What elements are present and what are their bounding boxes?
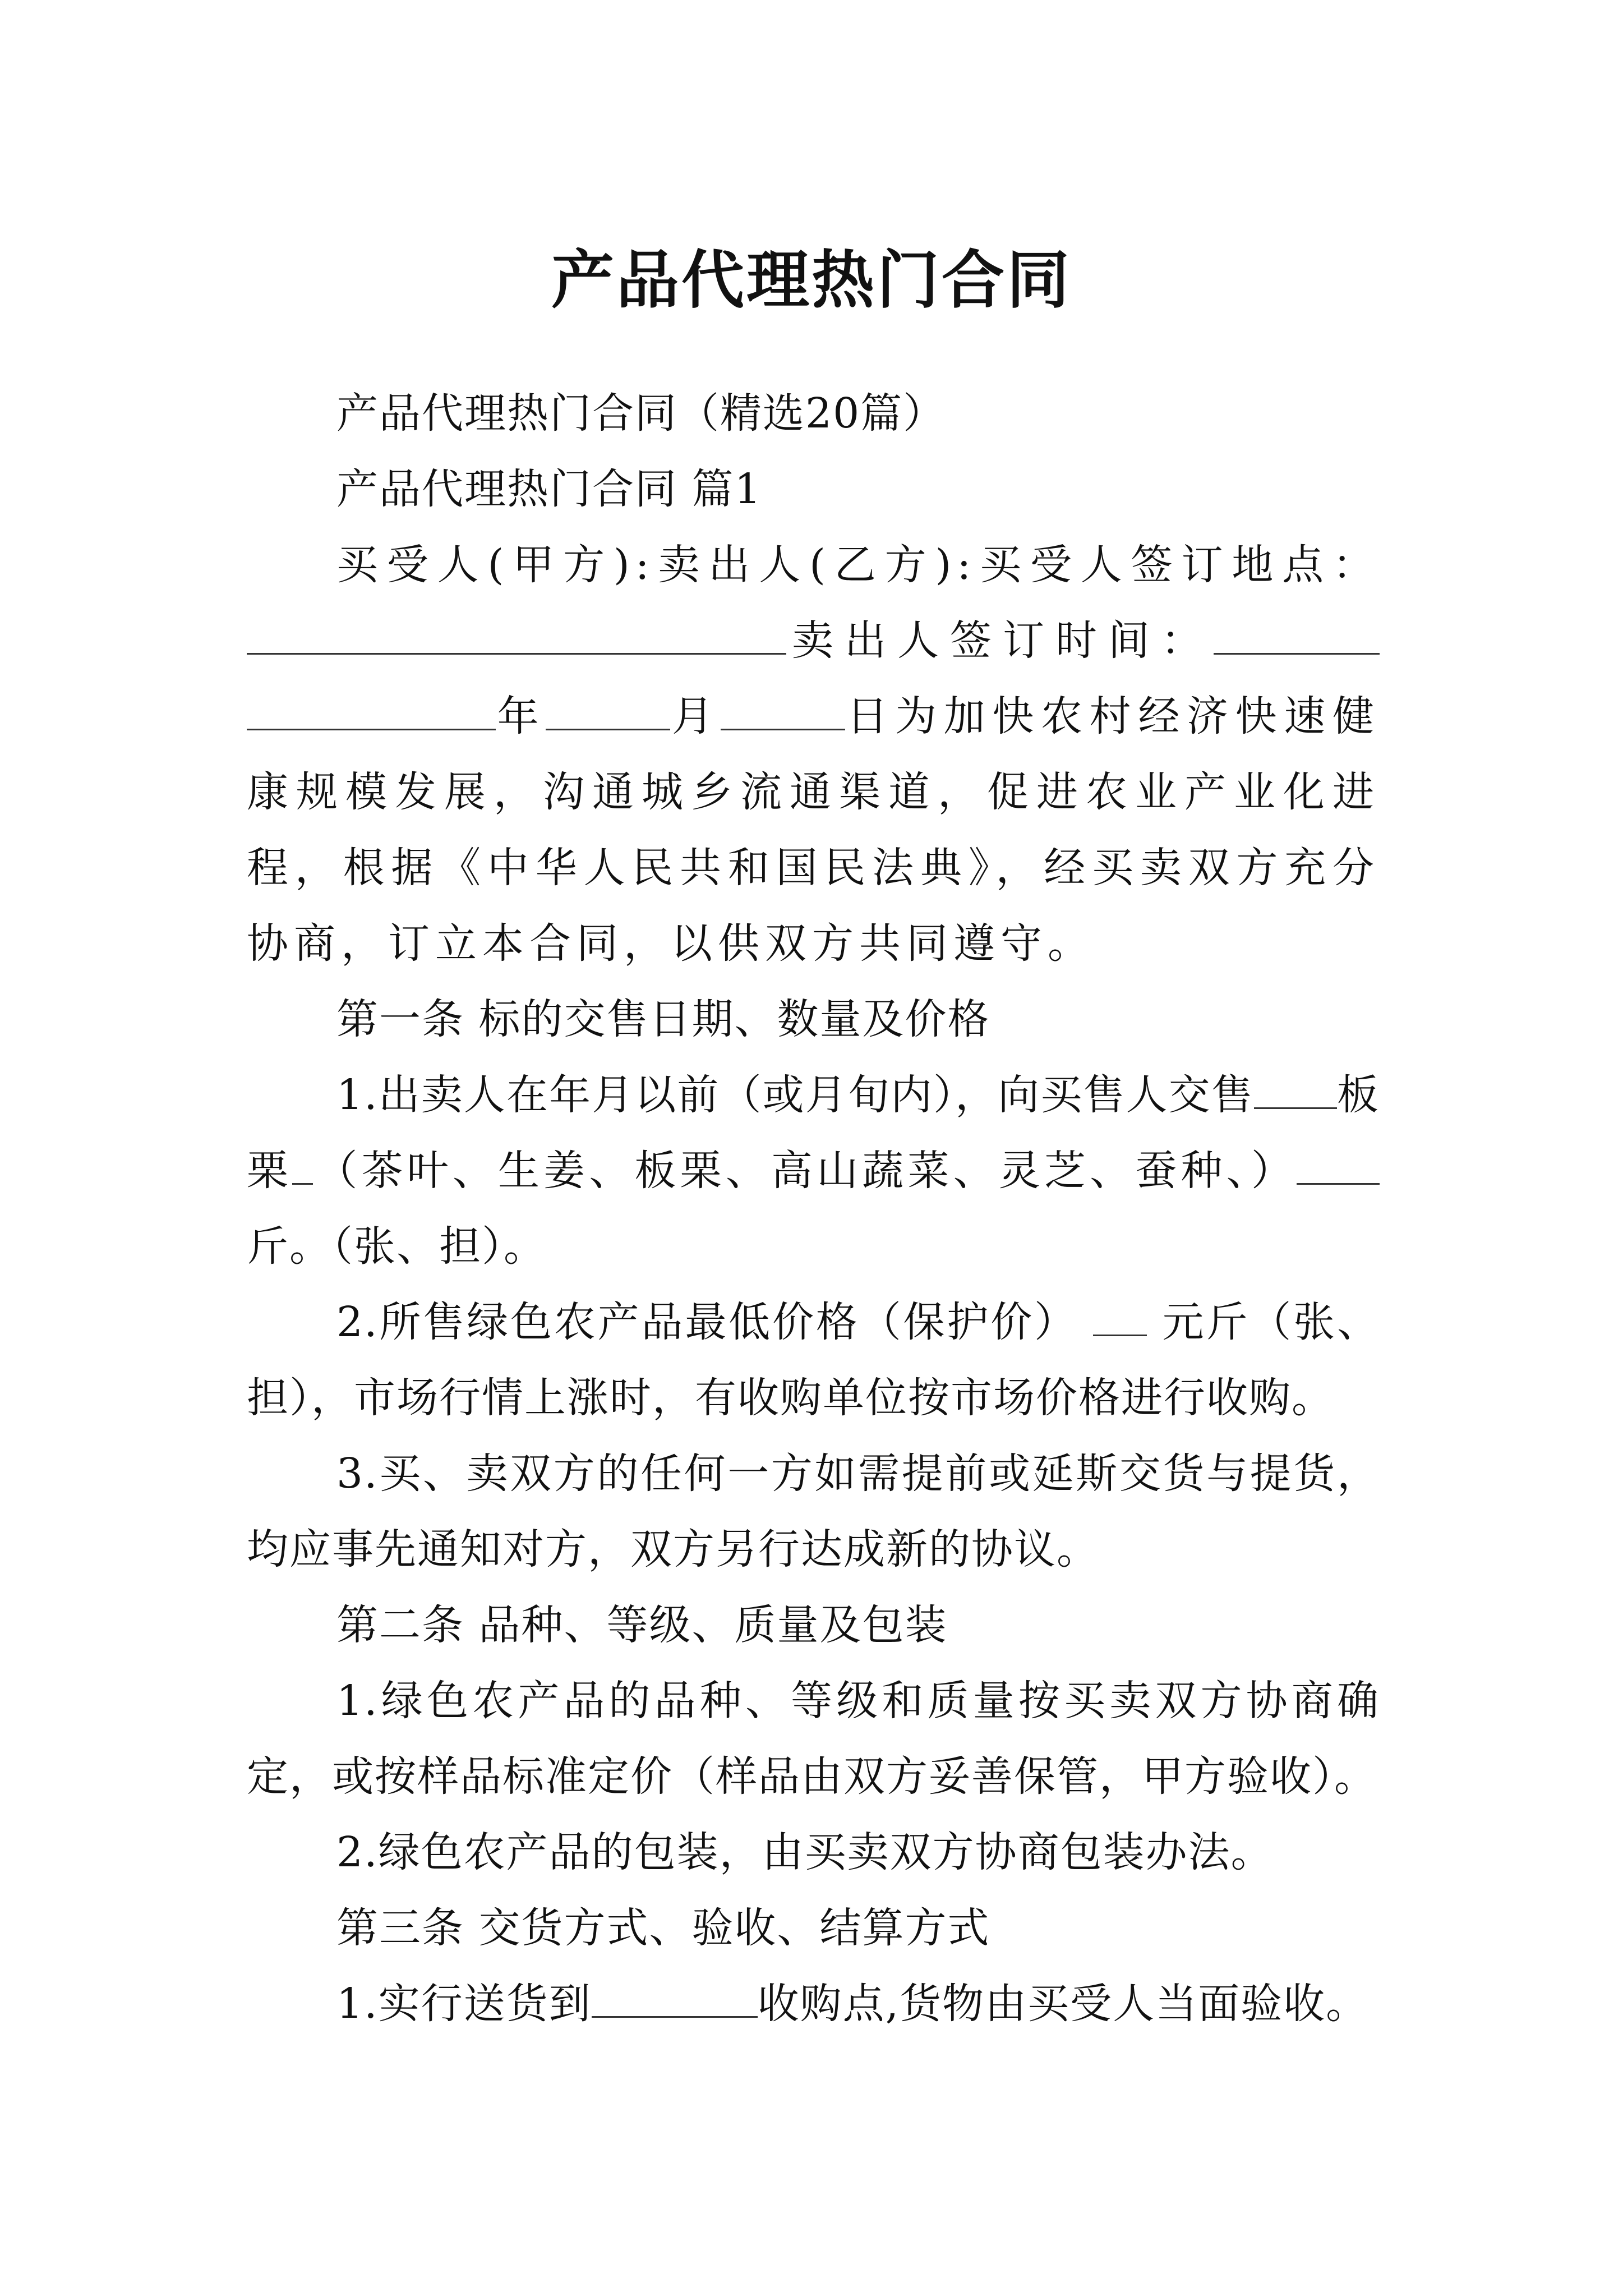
paragraph-text: 第三条 交货方式、验收、结算方式 (336, 1904, 990, 1952)
paragraph-p1 (247, 376, 1380, 452)
paragraph-p3 (247, 527, 1380, 982)
paragraph-text: 3.买、卖双方的任何一方如需提前或延斯交货与提货，均应事先通知对方，双方另行达成新的协议。 (247, 1450, 1380, 1573)
paragraph-p10 (247, 1815, 1380, 1890)
fill-in-blank (247, 689, 496, 730)
paragraph-text: 产品代理热门合同 篇1 (336, 465, 762, 513)
paragraph-text: 日为加快农村经济快速健康规模发展，沟通城乡流通渠道，促进农业产业化进程，根据《中华人民共和国民法典》，经买卖双方充分协商，订立本合同，以供双方共同遵守。 (247, 692, 1380, 968)
paragraph-text: 1.出卖人在年月以前（或月旬内），向买售人交售 (336, 1071, 1254, 1119)
fill-in-blank (247, 614, 786, 655)
fill-in-blank (1254, 1068, 1337, 1109)
paragraph-p7 (247, 1436, 1380, 1588)
paragraph-p2 (247, 452, 1380, 527)
paragraph-text: 元斤（张、担），市场行情上涨时，有收购单位按市场价格进行收购。 (247, 1298, 1380, 1422)
document-title: 产品代理热门合同 (551, 243, 1072, 318)
paragraph-text: 1.实行送货到 (336, 1980, 592, 2028)
document-body (247, 376, 1380, 2042)
paragraph-text: 2.绿色农产品的包装，由买卖双方协商包装办法。 (336, 1828, 1274, 1876)
paragraph-text: 产品代理热门合同（精选20篇） (336, 389, 946, 438)
paragraph-text: 年 (496, 692, 546, 740)
paragraph-text: 买受人(甲方):卖出人(乙方):买受人签订地点： (336, 541, 1380, 589)
fill-in-blank (292, 1144, 313, 1185)
paragraph-text: （茶叶、生姜、板栗、高山蔬菜、灵芝、蚕种、） (313, 1147, 1297, 1195)
paragraph-p11 (247, 1890, 1380, 1966)
paragraph-p4 (247, 982, 1380, 1057)
paragraph-text: 2.所售绿色农产品最低价格（保护价） (336, 1298, 1094, 1346)
fill-in-blank (546, 689, 670, 730)
fill-in-blank (1297, 1144, 1380, 1185)
paragraph-text: 板栗 (247, 1071, 1380, 1195)
fill-in-blank (592, 1977, 758, 2018)
fill-in-blank (1093, 1295, 1147, 1336)
paragraph-text: 收购点,货物由买受人当面验收。 (757, 1980, 1369, 2028)
paragraph-text: 1.绿色农产品的品种、等级和质量按买卖双方协商确定，或按样品标准定价（样品由双方妥善保管，甲方验收）。 (247, 1677, 1380, 1801)
paragraph-text: 第一条 标的交售日期、数量及价格 (336, 995, 990, 1043)
paragraph-p6 (247, 1285, 1380, 1436)
paragraph-text: 卖出人签订时间： (786, 616, 1214, 665)
paragraph-text: 斤。（张、担）。 (247, 1222, 546, 1271)
paragraph-p12 (247, 1966, 1380, 2042)
fill-in-blank (721, 689, 845, 730)
fill-in-blank (1214, 614, 1380, 655)
paragraph-p8 (247, 1588, 1380, 1663)
paragraph-text: 第二条 品种、等级、质量及包装 (336, 1601, 948, 1649)
paragraph-text: 月 (670, 692, 721, 740)
paragraph-p5 (247, 1057, 1380, 1285)
paragraph-p9 (247, 1663, 1380, 1815)
